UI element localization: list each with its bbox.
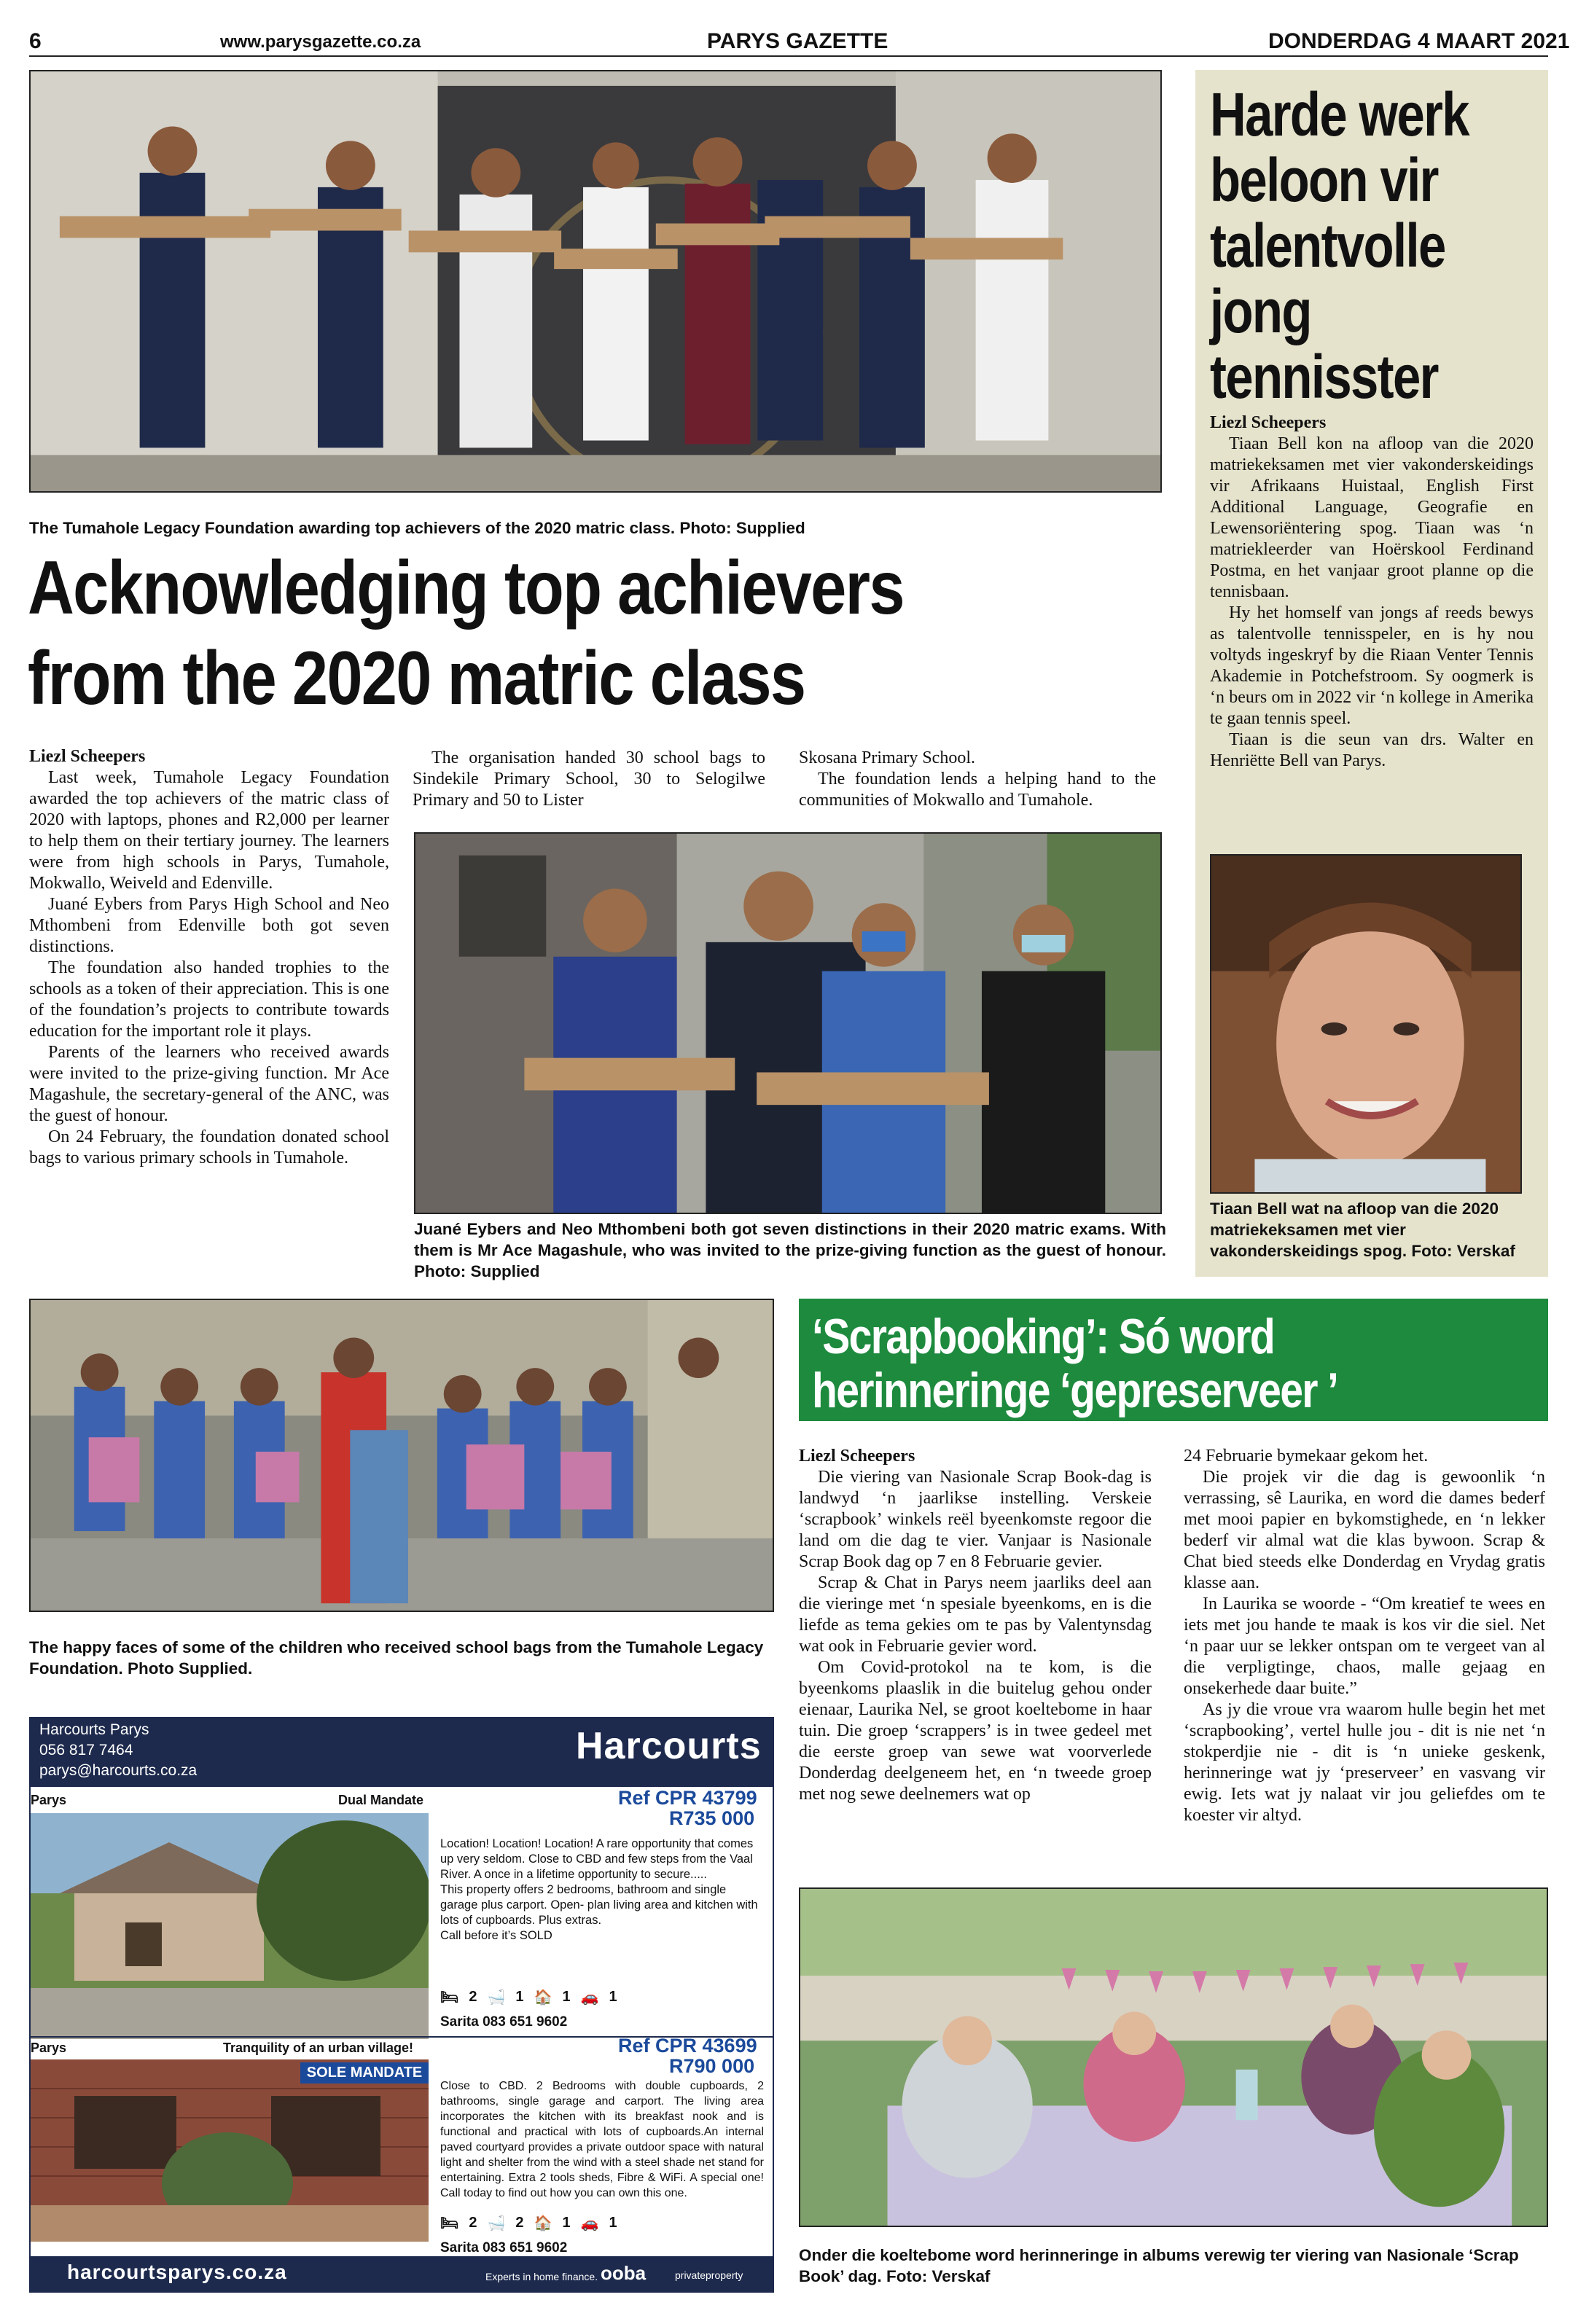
top-achievers-photo — [29, 70, 1162, 493]
tennis-byline: Liezl Scheepers — [1210, 413, 1327, 432]
scrap-paragraph: Scrap & Chat in Parys neem jaarliks deel aan die vieringe met ‘n spesiale byeenkoms, en is die liefde as tema gekies om te pas by Valentynsdag wat ook in Februarie gevier word. — [799, 1573, 1152, 1656]
listing2-agent: Sarita 083 651 9602 — [440, 2240, 568, 2255]
listing2-price: R790 000 — [669, 2055, 755, 2077]
scrap-paragraph: In Laurika se woorde - “Om kreatief te wees en iets met jou hande te maak is kos vir die siel. Net ‘n paar uur se lekker ontspan om te vergeet van al die verpligtinge, chaos, malle gejaag en onsekerhede daar buite.” — [1184, 1595, 1545, 1698]
main-paragraph: Parents of the learners who received awards were invited to the prize-giving function. Mr Ace Magashule, the secretary-general of the ANC, was the guest of honour. — [29, 1043, 389, 1125]
scrap-col2 — [1184, 1446, 1545, 1826]
footer-url: harcourtsparys.co.za — [67, 2261, 287, 2283]
listing2-description: Close to CBD. 2 Bedrooms with double cupboards, 2 bathrooms, single garage and carport. The living area incorporates the kitchen with its breakfast nook and is functional and practical with lots of cupboards.An internal paved courtyard provides a private outdoor space with natural light and shelter from the wind with a steel shade net stand for entertaining. Extra 2 tools sheds, Fibre & WiFi. A special one! Call today to find out how you can own this one. — [440, 2080, 764, 2199]
scrapbooking-photo — [799, 1887, 1548, 2227]
carports-count: 1 — [609, 2215, 617, 2231]
listing2-photo — [31, 2059, 429, 2242]
listing2-ref: Ref CPR 43699 — [618, 2035, 757, 2057]
website: www.parysgazette.co.za — [220, 32, 421, 52]
footer-tagline: Experts in home finance. — [485, 2271, 598, 2282]
tennis-body — [1210, 412, 1534, 772]
tennis-headline-line: beloon vir — [1210, 146, 1438, 214]
bath-icon: 🛁 — [487, 1990, 506, 2006]
page-number: 6 — [29, 29, 42, 53]
carports-count: 1 — [609, 1989, 617, 2005]
scrap-col1 — [799, 1446, 1152, 1805]
car-icon: 🚗 — [580, 2215, 599, 2231]
tiaan-bell-caption: Tiaan Bell wat na afloop van die 2020 matriekeksamen met vier vakonderskeidings spog. Foto: Verskaf — [1210, 1200, 1515, 1260]
tennis-paragraph: Tiaan is die seun van drs. Walter en Henriëtte Bell van Parys. — [1210, 730, 1534, 770]
main-article-col2 — [413, 746, 765, 811]
tennis-headline-line: jong — [1210, 277, 1311, 345]
distinctions-caption: Juané Eybers and Neo Mthombeni both got seven distinctions in their 2020 matric exams. With them is Mr Ace Magashule, who was invited to the prize-giving function as the guest of honour. Photo: Supplied — [414, 1220, 1166, 1280]
sole-mandate-badge: SOLE MANDATE — [300, 2062, 429, 2084]
listing2-features — [440, 2214, 617, 2232]
tennis-headline-line: talentvolle — [1210, 211, 1445, 280]
scrap-headline-line1: ‘Scrapbooking’: Só word — [812, 1309, 1275, 1364]
tennis-headline-line: tennisster — [1210, 343, 1438, 411]
listing2-location: Parys — [31, 2041, 67, 2055]
issue-date: DONDERDAG 4 MAART 2021 — [1268, 29, 1570, 53]
main-paragraph: Skosana Primary School. — [799, 748, 975, 767]
header-rule — [29, 55, 1548, 57]
paper-name: PARYS GAZETTE — [707, 29, 888, 53]
listing1-features — [440, 1988, 617, 2006]
main-byline: Liezl Scheepers — [29, 747, 146, 766]
listing1-mandate: Dual Mandate — [338, 1793, 424, 1807]
main-paragraph: On 24 February, the foundation donated school bags to various primary schools in Tumahole. — [29, 1127, 389, 1167]
listing1-description: Location! Location! Location! A rare opportunity that comes up very seldom. Close to CBD and few steps from the Vaal River. A once in a lifetime opportunity to secure..... This property offers 2 bedrooms, bathroom and single garage plus carport. Open- plan living area and kitchen with lots of cupboards. Plus extras. Call before it’s SOLD — [440, 1837, 758, 1942]
main-article-col1 — [29, 746, 389, 1169]
main-paragraph: The foundation lends a helping hand to the communities of Mokwallo and Tumahole. — [799, 770, 1156, 810]
tennis-headline-line: Harde werk — [1210, 80, 1469, 149]
main-article-col3 — [799, 746, 1156, 832]
tennis-headline — [1210, 82, 1526, 410]
listing1-agent: Sarita 083 651 9602 — [440, 2014, 568, 2030]
scrap-paragraph: Om Covid-protokol na te kom, is die byeenkoms plaaslik in die buitelug gehou onder eienaar, Laurika Nel, se groot koeltebome in haar tuin. Die groep ‘scrappers’ is in twee gedeel met die eerste groep van sewe wat voorverlede Donderdag deelgeneem het, en ‘n tweede groep met nog sewe deelnemers wat op — [799, 1658, 1152, 1804]
beds-count: 2 — [469, 1989, 477, 2005]
garage-icon: 🏠 — [534, 2215, 552, 2231]
car-icon: 🚗 — [580, 1990, 599, 2006]
garage-icon: 🏠 — [534, 1990, 552, 2006]
main-paragraph: The foundation also handed trophies to the schools as a token of their appreciation. This is one of the foundation’s projects to contribute towards education for the important role it plays. — [29, 958, 389, 1041]
scrap-paragraph: Die viering van Nasionale Scrap Book-dag is landwyd ‘n jaarlikse instelling. Verskeie ‘scrapbook’ winkels reël byeenkomste regoor die land om die dag te vier. Vanjaar is Nasionale Scrap Book dag op 7 en 8 Februarie gevier. — [799, 1468, 1152, 1571]
main-headline-line1: Acknowledging top achievers — [28, 546, 904, 630]
garages-count: 1 — [562, 2215, 571, 2231]
agency-name: Harcourts Parys — [39, 1721, 149, 1738]
listing1-price: R735 000 — [669, 1807, 755, 1829]
scrap-byline: Liezl Scheepers — [799, 1447, 915, 1466]
ooba-logo: ooba — [601, 2262, 647, 2284]
listing2-tagline: Tranquility of an urban village! — [223, 2041, 414, 2055]
bed-icon: 🛏 — [440, 2215, 459, 2231]
bath-icon: 🛁 — [487, 2215, 506, 2231]
scrap-paragraph: Die projek vir die dag is gewoonlik ‘n verrassing, sê Laurika, en word die dames bederf met mooi papier en bykomstighede, en ‘n lekker bederf vir almal wat die klas bywoon. Scrap & Chat bied steeds elke Donderdag en Vrydag gratis klasse aan. — [1184, 1468, 1545, 1592]
tiaan-bell-photo — [1210, 854, 1522, 1194]
scrap-headline-line2: herinneringe ‘gepreserveer ’ — [812, 1363, 1338, 1418]
scrap-paragraph: As jy die vroue vra waarom hulle begin het met ‘scrapbooking’, vertel hulle jou - dit is nie net ‘n stokperdjie nie - dit is ‘n unieke geskenk, herinneringe wat jy ‘preserveer’ en vasvang vir ewig. Iets wat jy nalaat vir jou geliefdes om te koester vir altyd. — [1184, 1700, 1545, 1825]
top-photo-caption: The Tumahole Legacy Foundation awarding top achievers of the 2020 matric class. Photo: Supplied — [29, 519, 805, 537]
harcourts-logo: Harcourts — [576, 1725, 762, 1767]
main-paragraph: Last week, Tumahole Legacy Foundation awarded the top achievers of the matric class of 2020 with laptops, phones and R2,000 per learner to help them on their tertiary journey. The learners were from high schools in Parys, Tumahole, Mokwallo, Weiveld and Edenville. — [29, 768, 389, 893]
tennis-paragraph: Tiaan Bell kon na afloop van die 2020 matriekeksamen met vier vakonderskeidings vir Afrikaans Huistaal, English First Additional Language, Geografie en Lewensoriëntering spog. Tiaan was ‘n matriekleerder van Hoërskool Ferdinand Postma, en het vanjaar groot planne op die tennisbaan. — [1210, 434, 1534, 601]
school-bags-caption: The happy faces of some of the children who received school bags from the Tumahole Legacy Foundation. Photo Supplied. — [29, 1638, 764, 1678]
agency-phone: 056 817 7464 — [39, 1742, 133, 1758]
listing1-ref: Ref CPR 43799 — [618, 1787, 757, 1809]
main-paragraph: The organisation handed 30 school bags to Sindekile Primary School, 30 to Selogilwe Primary and 50 to Lister — [413, 748, 765, 810]
baths-count: 2 — [515, 2215, 524, 2231]
school-bags-photo — [29, 1299, 774, 1612]
agency-email: parys@harcourts.co.za — [39, 1762, 198, 1779]
scrapbooking-caption: Onder die koeltebome word herinneringe in albums verewig ter viering van Nasionale ‘Scrap Book’ dag. Foto: Verskaf — [799, 2246, 1519, 2285]
scrap-paragraph: 24 Februarie bymekaar gekom het. — [1184, 1447, 1429, 1466]
bed-icon: 🛏 — [440, 1990, 459, 2006]
beds-count: 2 — [469, 2215, 477, 2231]
distinctions-photo — [414, 832, 1162, 1214]
baths-count: 1 — [515, 1989, 524, 2005]
main-headline-line2: from the 2020 matric class — [28, 636, 805, 721]
listing1-photo — [31, 1813, 429, 2039]
main-paragraph: Juané Eybers from Parys High School and Neo Mthombeni from Edenville both got seven distinctions. — [29, 895, 389, 956]
garages-count: 1 — [562, 1989, 571, 2005]
listing1-location: Parys — [31, 1793, 67, 1807]
privateproperty-logo: privateproperty — [675, 2269, 743, 2281]
tennis-paragraph: Hy het homself van jongs af reeds bewys as talentvolle tennisspeler, en is hy nou voltyds ingeskryf by die Riaan Venter Tennis Akademie in Potchefstroom. Sy oogmerk is ‘n beurs om in 2022 vir ‘n kollege in Amerika te gaan tennis speel. — [1210, 603, 1534, 728]
